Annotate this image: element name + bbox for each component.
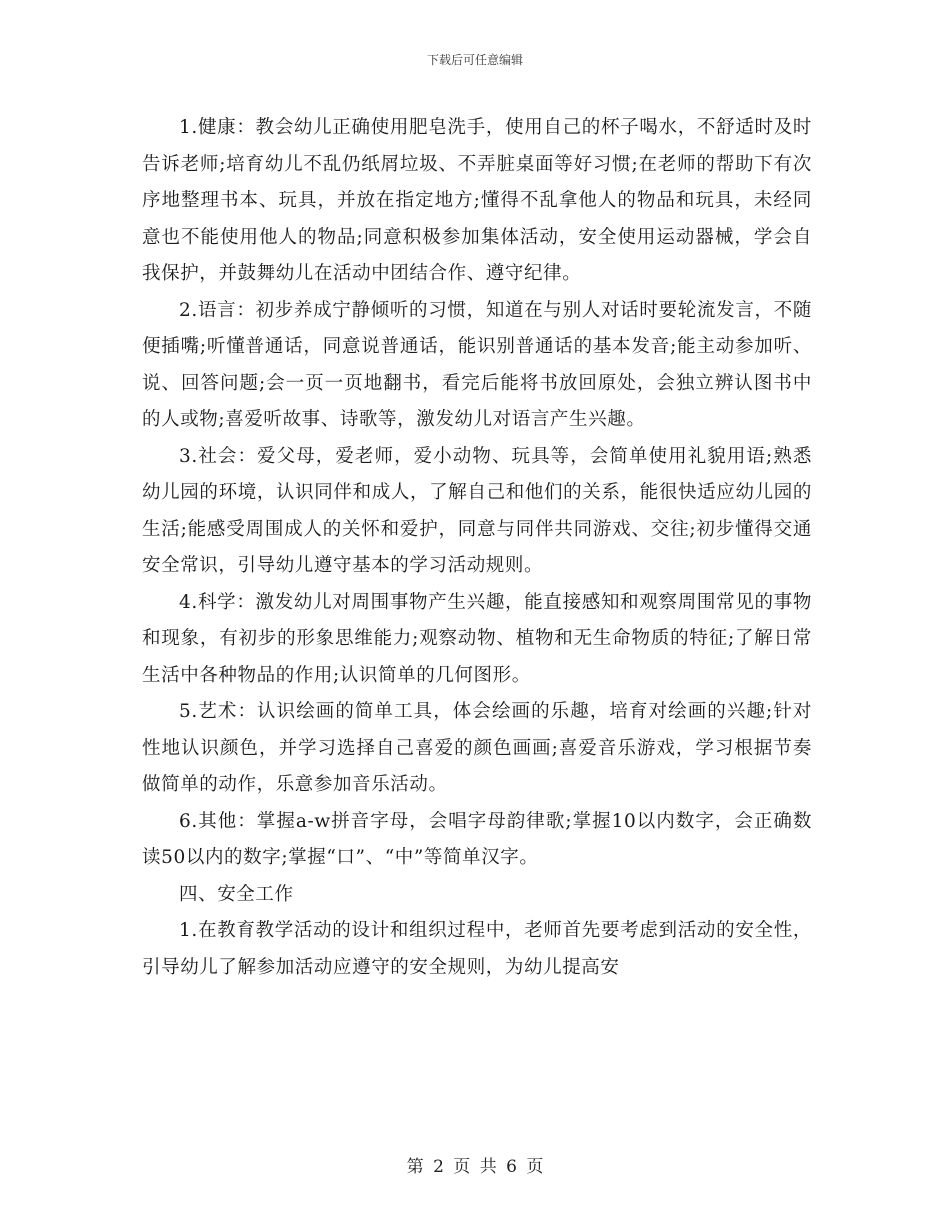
paragraph-art: 5.艺术：认识绘画的简单工具，体会绘画的乐趣，培育对绘画的兴趣;针对性地认识颜色，并学习选择自己喜爱的颜色画画;喜爱音乐游戏，学习根据节奏做简单的动作，乐意参加音乐活动。 [142,701,812,795]
section-heading-safety: 四、安全工作 [179,883,294,905]
document-body [142,110,812,986]
paragraph-science: 4.科学：激发幼儿对周围事物产生兴趣，能直接感知和观察周围常见的事物和现象，有初步的形象思维能力;观察动物、植物和无生命物质的特征;了解日常生活中各种物品的作用;认识简单的几何图形。 [142,591,812,686]
paragraph-safety-1: 1.在教育教学活动的设计和组织过程中，老师首先要考虑到活动的安全性，引导幼儿了解参加活动应遵守的安全规则，为幼儿提高安 [142,920,812,978]
paragraph-health: 1.健康：教会幼儿正确使用肥皂洗手，使用自己的杯子喝水，不舒适时及时告诉老师;培育幼儿不乱仍纸屑垃圾、不弄脏桌面等好习惯;在老师的帮助下有次序地整理书本、玩具，并放在指定地方;懂得不乱拿他人的物品和玩具，未经同意也不能使用他人的物品;同意积极参加集体活动，安全使用运动器械，学会自我保护，并鼓舞幼儿在活动中团结合作、遵守纪律。 [142,117,812,284]
page-number-footer: 第 2 页 共 6 页 [406,1157,544,1177]
paragraph-language: 2.语言：初步养成宁静倾听的习惯，知道在与别人对话时要轮流发言，不随便插嘴;听懂普通话，同意说普通话，能识别普通话的基本发音;能主动参加听、说、回答问题;会一页一页地翻书，看完后能将书放回原处，会独立辨认图书中的人或物;喜爱听故事、诗歌等，激发幼儿对语言产生兴趣。 [142,299,812,430]
paragraph-other: 6.其他：掌握a-w拼音字母，会唱字母韵律歌;掌握10以内数字，会正确数读50以内的数字;掌握“口”、“中”等简单汉字。 [142,810,812,868]
page-header-note: 下载后可任意编辑 [426,53,523,67]
paragraph-social: 3.社会：爱父母，爱老师，爱小动物、玩具等，会简单使用礼貌用语;熟悉幼儿园的环境，认识同伴和成人，了解自己和他们的关系，能很快适应幼儿园的生活;能感受周围成人的关怀和爱护，同意与同伴共同游戏、交往;初步懂得交通安全常识，引导幼儿遵守基本的学习活动规则。 [142,445,812,576]
